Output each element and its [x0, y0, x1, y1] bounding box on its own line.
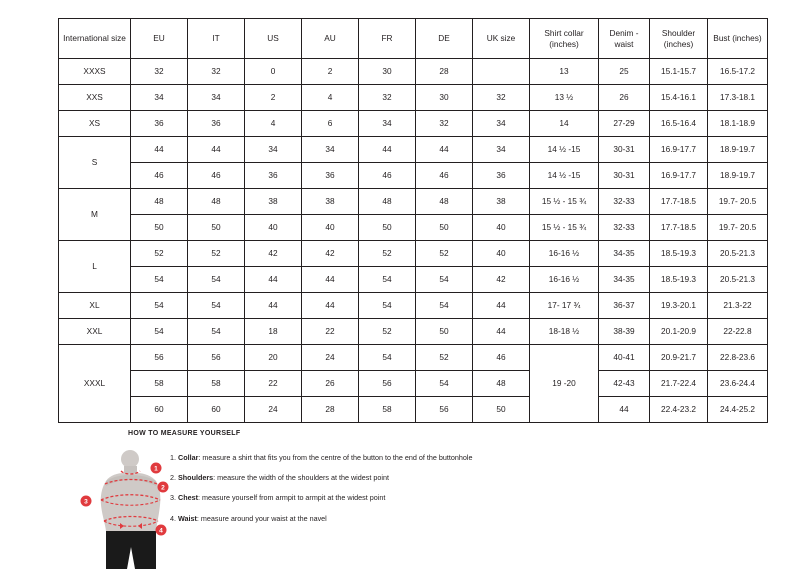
column-header-uk: UK size [473, 19, 530, 59]
cell-us: 0 [245, 59, 302, 85]
cell-uk: 38 [473, 189, 530, 215]
cell-denim: 25 [599, 59, 650, 85]
cell-collar: 19 -20 [530, 345, 599, 423]
cell-shoulder: 16.9-17.7 [650, 163, 708, 189]
cell-uk: 42 [473, 267, 530, 293]
cell-shoulder: 21.7-22.4 [650, 371, 708, 397]
cell-us: 42 [245, 241, 302, 267]
cell-denim: 42-43 [599, 371, 650, 397]
cell-fr: 54 [359, 267, 416, 293]
cell-us: 34 [245, 137, 302, 163]
cell-it: 54 [188, 267, 245, 293]
cell-au: 24 [302, 345, 359, 371]
cell-it: 54 [188, 319, 245, 345]
instruction-term: Waist [178, 513, 197, 523]
table-row [59, 345, 768, 371]
cell-de: 54 [416, 371, 473, 397]
cell-uk: 32 [473, 85, 530, 111]
instruction-term: Chest [178, 493, 198, 503]
cell-de: 52 [416, 241, 473, 267]
cell-eu: 34 [131, 85, 188, 111]
cell-bust: 21.3-22 [708, 293, 768, 319]
instruction-number: 3. [170, 493, 176, 503]
cell-denim: 34-35 [599, 241, 650, 267]
cell-fr: 54 [359, 293, 416, 319]
column-header-fr: FR [359, 19, 416, 59]
cell-fr: 52 [359, 241, 416, 267]
instruction-number: 4. [170, 513, 176, 523]
instruction-text: : measure the width of the shoulders at the widest point [213, 473, 389, 483]
cell-au: 6 [302, 111, 359, 137]
cell-shoulder: 19.3-20.1 [650, 293, 708, 319]
cell-eu: 44 [131, 137, 188, 163]
cell-intl: XL [59, 293, 131, 319]
how-to-measure-title: HOW TO MEASURE YOURSELF [128, 430, 241, 437]
column-header-us: US [245, 19, 302, 59]
cell-au: 44 [302, 267, 359, 293]
cell-it: 48 [188, 189, 245, 215]
cell-it: 36 [188, 111, 245, 137]
cell-au: 36 [302, 163, 359, 189]
cell-de: 30 [416, 85, 473, 111]
svg-text:3: 3 [84, 498, 88, 506]
cell-au: 26 [302, 371, 359, 397]
cell-collar: 13 ½ [530, 85, 599, 111]
instruction-text: : measure a shirt that fits you from the centre of the button to the end of the buttonhole [198, 453, 473, 462]
cell-it: 46 [188, 163, 245, 189]
table-row [59, 189, 768, 215]
cell-intl: XXXL [59, 345, 131, 423]
cell-bust: 18.9-19.7 [708, 137, 768, 163]
cell-collar: 14 ½ -15 [530, 163, 599, 189]
cell-de: 50 [416, 215, 473, 241]
cell-collar: 15 ½ - 15 ¾ [530, 215, 599, 241]
cell-eu: 50 [131, 215, 188, 241]
cell-collar: 14 [530, 111, 599, 137]
cell-shoulder: 17.7-18.5 [650, 189, 708, 215]
column-header-collar: Shirt collar (inches) [530, 19, 599, 59]
cell-au: 4 [302, 85, 359, 111]
cell-eu: 36 [131, 111, 188, 137]
cell-fr: 46 [359, 163, 416, 189]
cell-fr: 44 [359, 137, 416, 163]
cell-shoulder: 16.5-16.4 [650, 111, 708, 137]
cell-denim: 34-35 [599, 267, 650, 293]
cell-collar: 16-16 ½ [530, 267, 599, 293]
cell-it: 58 [188, 371, 245, 397]
cell-au: 2 [302, 59, 359, 85]
column-header-it: IT [188, 19, 245, 59]
cell-denim: 32-33 [599, 189, 650, 215]
cell-it: 52 [188, 241, 245, 267]
cell-au: 42 [302, 241, 359, 267]
cell-bust: 18.1-18.9 [708, 111, 768, 137]
cell-denim: 27-29 [599, 111, 650, 137]
cell-uk: 44 [473, 319, 530, 345]
cell-us: 36 [245, 163, 302, 189]
cell-fr: 52 [359, 319, 416, 345]
cell-eu: 48 [131, 189, 188, 215]
cell-shoulder: 22.4-23.2 [650, 397, 708, 423]
cell-uk: 40 [473, 241, 530, 267]
list-item [170, 473, 730, 483]
cell-it: 56 [188, 345, 245, 371]
table-row [59, 397, 768, 423]
cell-it: 44 [188, 137, 245, 163]
cell-us: 20 [245, 345, 302, 371]
list-item [170, 493, 730, 503]
cell-eu: 54 [131, 293, 188, 319]
cell-uk: 36 [473, 163, 530, 189]
cell-eu: 46 [131, 163, 188, 189]
cell-collar: 15 ½ - 15 ¾ [530, 189, 599, 215]
instruction-term: Shoulders [178, 473, 214, 483]
cell-de: 54 [416, 293, 473, 319]
svg-text:1: 1 [154, 465, 158, 473]
cell-de: 48 [416, 189, 473, 215]
cell-it: 32 [188, 59, 245, 85]
cell-eu: 54 [131, 319, 188, 345]
measure-instructions-list [170, 453, 730, 534]
cell-uk: 46 [473, 345, 530, 371]
cell-au: 38 [302, 189, 359, 215]
cell-denim: 38-39 [599, 319, 650, 345]
cell-eu: 60 [131, 397, 188, 423]
cell-denim: 44 [599, 397, 650, 423]
cell-fr: 34 [359, 111, 416, 137]
cell-eu: 52 [131, 241, 188, 267]
cell-shoulder: 15.1-15.7 [650, 59, 708, 85]
column-header-eu: EU [131, 19, 188, 59]
size-chart-table [58, 18, 768, 423]
instruction-number: 2. [170, 473, 176, 483]
cell-de: 32 [416, 111, 473, 137]
how-to-measure-section [58, 430, 758, 568]
cell-de: 56 [416, 397, 473, 423]
cell-intl: XXXS [59, 59, 131, 85]
cell-bust: 23.6-24.4 [708, 371, 768, 397]
cell-uk: 34 [473, 137, 530, 163]
cell-eu: 32 [131, 59, 188, 85]
cell-it: 34 [188, 85, 245, 111]
cell-intl: S [59, 137, 131, 189]
instruction-text: : measure around your waist at the navel [196, 513, 327, 523]
cell-collar: 14 ½ -15 [530, 137, 599, 163]
cell-de: 52 [416, 345, 473, 371]
cell-au: 22 [302, 319, 359, 345]
table-row [59, 293, 768, 319]
cell-intl: M [59, 189, 131, 241]
table-body [59, 59, 768, 423]
table-row [59, 137, 768, 163]
cell-intl: XXL [59, 319, 131, 345]
cell-uk [473, 59, 530, 85]
table-row [59, 267, 768, 293]
cell-intl: XXS [59, 85, 131, 111]
cell-eu: 58 [131, 371, 188, 397]
cell-us: 44 [245, 293, 302, 319]
cell-shoulder: 15.4-16.1 [650, 85, 708, 111]
cell-denim: 30-31 [599, 163, 650, 189]
cell-bust: 17.3-18.1 [708, 85, 768, 111]
cell-collar: 13 [530, 59, 599, 85]
cell-bust: 22.8-23.6 [708, 345, 768, 371]
cell-denim: 36-37 [599, 293, 650, 319]
cell-bust: 20.5-21.3 [708, 241, 768, 267]
cell-au: 34 [302, 137, 359, 163]
cell-bust: 18.9-19.7 [708, 163, 768, 189]
instruction-number: 1. [170, 453, 176, 462]
cell-de: 50 [416, 319, 473, 345]
column-header-shoulder: Shoulder (inches) [650, 19, 708, 59]
cell-shoulder: 18.5-19.3 [650, 241, 708, 267]
instruction-term: Collar [178, 453, 199, 462]
cell-denim: 32-33 [599, 215, 650, 241]
table-row [59, 163, 768, 189]
svg-text:2: 2 [161, 484, 165, 492]
cell-us: 4 [245, 111, 302, 137]
cell-intl: XS [59, 111, 131, 137]
cell-uk: 34 [473, 111, 530, 137]
cell-collar: 18-18 ½ [530, 319, 599, 345]
cell-denim: 40-41 [599, 345, 650, 371]
table-row [59, 371, 768, 397]
cell-eu: 54 [131, 267, 188, 293]
cell-uk: 48 [473, 371, 530, 397]
cell-au: 40 [302, 215, 359, 241]
cell-bust: 24.4-25.2 [708, 397, 768, 423]
cell-fr: 50 [359, 215, 416, 241]
cell-us: 40 [245, 215, 302, 241]
cell-shoulder: 16.9-17.7 [650, 137, 708, 163]
cell-eu: 56 [131, 345, 188, 371]
cell-bust: 19.7- 20.5 [708, 215, 768, 241]
column-header-bust: Bust (inches) [708, 19, 768, 59]
cell-bust: 16.5-17.2 [708, 59, 768, 85]
cell-de: 54 [416, 267, 473, 293]
cell-fr: 32 [359, 85, 416, 111]
table-row [59, 319, 768, 345]
cell-us: 24 [245, 397, 302, 423]
cell-de: 44 [416, 137, 473, 163]
table-header-row [59, 19, 768, 59]
column-header-au: AU [302, 19, 359, 59]
cell-uk: 50 [473, 397, 530, 423]
cell-uk: 40 [473, 215, 530, 241]
cell-intl: L [59, 241, 131, 293]
cell-us: 44 [245, 267, 302, 293]
column-header-de: DE [416, 19, 473, 59]
cell-us: 22 [245, 371, 302, 397]
cell-au: 28 [302, 397, 359, 423]
table-row [59, 111, 768, 137]
instruction-text: : measure yourself from armpit to armpit at the widest point [197, 493, 386, 503]
cell-de: 28 [416, 59, 473, 85]
cell-us: 18 [245, 319, 302, 345]
cell-fr: 58 [359, 397, 416, 423]
cell-collar: 17- 17 ¾ [530, 293, 599, 319]
cell-bust: 20.5-21.3 [708, 267, 768, 293]
cell-fr: 56 [359, 371, 416, 397]
cell-it: 60 [188, 397, 245, 423]
cell-denim: 30-31 [599, 137, 650, 163]
cell-au: 44 [302, 293, 359, 319]
cell-us: 2 [245, 85, 302, 111]
cell-it: 50 [188, 215, 245, 241]
table-row [59, 215, 768, 241]
cell-fr: 48 [359, 189, 416, 215]
cell-bust: 19.7- 20.5 [708, 189, 768, 215]
cell-shoulder: 20.1-20.9 [650, 319, 708, 345]
table-row [59, 59, 768, 85]
column-header-intl: International size [59, 19, 131, 59]
cell-fr: 54 [359, 345, 416, 371]
cell-de: 46 [416, 163, 473, 189]
list-item [170, 514, 730, 524]
cell-fr: 30 [359, 59, 416, 85]
cell-shoulder: 17.7-18.5 [650, 215, 708, 241]
cell-shoulder: 20.9-21.7 [650, 345, 708, 371]
table-row [59, 85, 768, 111]
list-item [170, 453, 730, 463]
cell-us: 38 [245, 189, 302, 215]
cell-collar: 16-16 ½ [530, 241, 599, 267]
cell-uk: 44 [473, 293, 530, 319]
table-row [59, 241, 768, 267]
cell-shoulder: 18.5-19.3 [650, 267, 708, 293]
cell-denim: 26 [599, 85, 650, 111]
svg-text:4: 4 [159, 527, 163, 535]
cell-bust: 22-22.8 [708, 319, 768, 345]
column-header-denim: Denim - waist [599, 19, 650, 59]
cell-it: 54 [188, 293, 245, 319]
